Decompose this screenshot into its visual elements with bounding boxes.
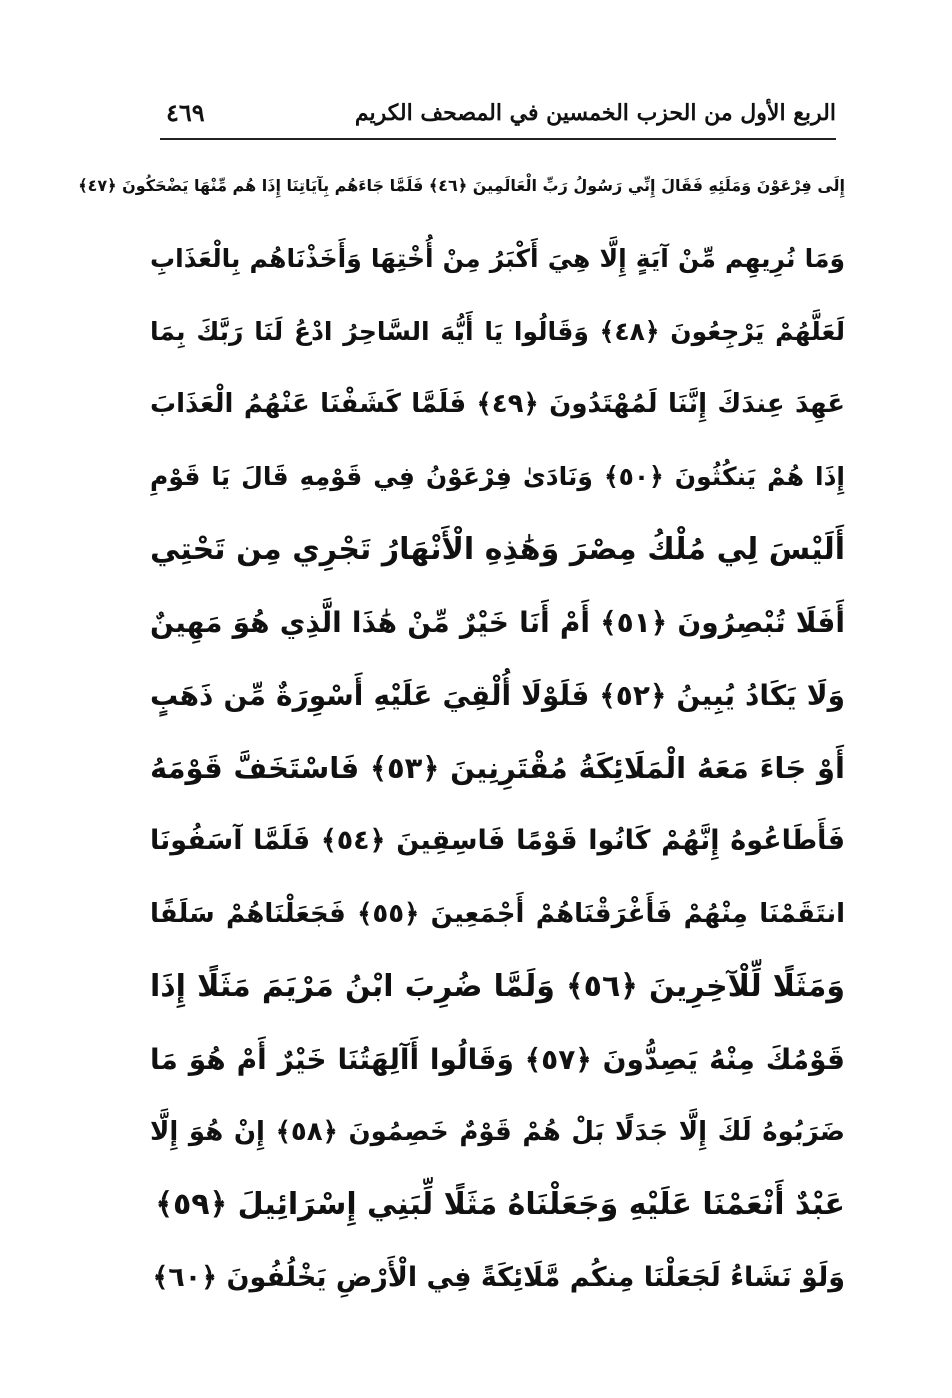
text-line: إِلَى فِرْعَوْنَ وَمَلَئِهِ فَقَالَ إِنِّي رَسُولُ رَبِّ الْعَالَمِينَ ﴿٤٦﴾ فَلَمَّا جَاءَهُم بِآيَاتِنَا إِذَا هُم مِّنْهَا يَضْحَكُونَ ﴿٤٧﴾: [78, 176, 845, 195]
text-line: وَمَا نُرِيهِم مِّنْ آيَةٍ إِلَّا هِيَ أَكْبَرُ مِنْ أُخْتِهَا وَأَخَذْنَاهُم بِالْعَذَابِ: [150, 243, 845, 273]
text-line: عَهِدَ عِندَكَ إِنَّنَا لَمُهْتَدُونَ ﴿٤٩﴾ فَلَمَّا كَشَفْنَا عَنْهُمُ الْعَذَابَ: [150, 389, 845, 420]
text-line: أَوْ جَاءَ مَعَهُ الْمَلَائِكَةُ مُقْتَرِنِينَ ﴿٥٣﴾ فَاسْتَخَفَّ قَوْمَهُ: [150, 751, 845, 786]
text-line: انتَقَمْنَا مِنْهُمْ فَأَغْرَقْنَاهُمْ أَجْمَعِينَ ﴿٥٥﴾ فَجَعَلْنَاهُمْ سَلَفًا: [150, 898, 845, 929]
text-line: فَأَطَاعُوهُ إِنَّهُمْ كَانُوا قَوْمًا فَاسِقِينَ ﴿٥٤﴾ فَلَمَّا آسَفُونَا: [150, 825, 845, 857]
text-line: ضَرَبُوهُ لَكَ إِلَّا جَدَلًا بَلْ هُمْ قَوْمٌ خَصِمُونَ ﴿٥٨﴾ إِنْ هُوَ إِلَّا: [150, 1117, 845, 1148]
header-title: الربع الأول من الحزب الخمسين في المصحف الكريم: [354, 100, 836, 126]
page-number: ٤٦٩: [166, 98, 205, 127]
text-line: عَبْدٌ أَنْعَمْنَا عَلَيْهِ وَجَعَلْنَاهُ مَثَلًا لِّبَنِي إِسْرَائِيلَ ﴿٥٩﴾: [155, 1187, 845, 1223]
page-header: [160, 96, 836, 138]
header-divider: [160, 138, 836, 140]
text-line: أَفَلَا تُبْصِرُونَ ﴿٥١﴾ أَمْ أَنَا خَيْرٌ مِّنْ هَٰذَا الَّذِي هُوَ مَهِينٌ: [150, 605, 845, 639]
text-line: وَمَثَلًا لِّلْآخِرِينَ ﴿٥٦﴾ وَلَمَّا ضُرِبَ ابْنُ مَرْيَمَ مَثَلًا إِذَا: [150, 968, 845, 1004]
text-line: وَلَا يَكَادُ يُبِينُ ﴿٥٢﴾ فَلَوْلَا أُلْقِيَ عَلَيْهِ أَسْوِرَةٌ مِّن ذَهَبٍ: [150, 678, 846, 712]
text-line: وَلَوْ نَشَاءُ لَجَعَلْنَا مِنكُم مَّلَائِكَةً فِي الْأَرْضِ يَخْلُفُونَ ﴿٦٠﴾: [152, 1261, 845, 1293]
text-line: قَوْمُكَ مِنْهُ يَصِدُّونَ ﴿٥٧﴾ وَقَالُوا أَآلِهَتُنَا خَيْرٌ أَمْ هُوَ مَا: [150, 1042, 845, 1076]
text-line: لَعَلَّهُمْ يَرْجِعُونَ ﴿٤٨﴾ وَقَالُوا يَا أَيُّهَ السَّاحِرُ ادْعُ لَنَا رَبَّكَ بِمَا: [150, 316, 845, 346]
text-line: إِذَا هُمْ يَنكُثُونَ ﴿٥٠﴾ وَنَادَىٰ فِرْعَوْنُ فِي قَوْمِهِ قَالَ يَا قَوْمِ: [150, 462, 846, 492]
quran-text-block: [78, 150, 846, 1315]
text-line: أَلَيْسَ لِي مُلْكُ مِصْرَ وَهَٰذِهِ الْأَنْهَارُ تَجْرِي مِن تَحْتِي: [150, 531, 845, 567]
